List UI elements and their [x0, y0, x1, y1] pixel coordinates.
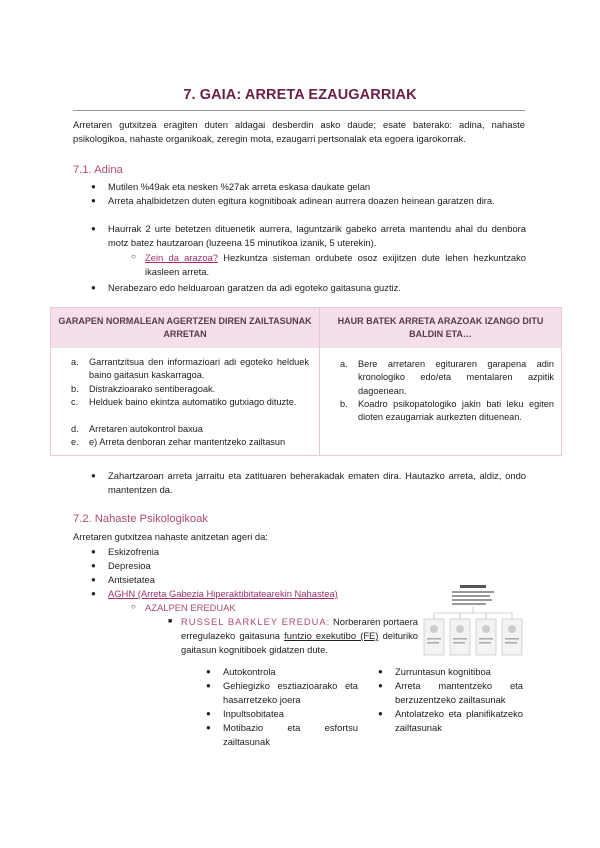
table-list-item: a. Garrantzitsua den informazioari adi egoteko helduek baino gaitasun kaskarragoa.: [71, 357, 309, 381]
list-item: ● Zahartzaroan arreta jarraitu eta zatituaren beherakadak ematen dira. Hautazko arreta, aldiz, ondo mantentzen da.: [91, 470, 526, 495]
table-list-item: b. Distrakzioarako sentiberagoak.: [71, 384, 216, 394]
table-header-right: HAUR BATEK ARRETA ARAZOAK IZANGO DITU BALDIN ETA…: [320, 308, 561, 348]
russel-paragraph: ■ RUSSEL BARKLEY EREDUA: Norberaren portaera erregulazeko gaitasuna funtzio exekutibo (FE) deituriko gaitasun kognitiboek gidatzen dute.: [168, 616, 419, 655]
list-item: ● Arreta ahalbidetzen duten egitura kognitiboak adinean aurrera doazen heinean garatzen dira.: [91, 195, 495, 206]
bullet-icon: ●: [91, 196, 96, 205]
bullet-icon: ●: [378, 681, 383, 690]
circle-bullet-icon: ○: [131, 252, 136, 261]
table-list-item: c. Helduek baino ekintza automatiko gutxiago dituzte.: [71, 397, 297, 407]
bullet-icon: ●: [206, 681, 211, 690]
list-item: ● Haurrak 2 urte betetzen dituenetik aurrera, laguntzarik gabeko arreta mantendu ahal du denbora motz batez hautzaroan (luzeena 15 minutikoa izanik, 5 uterekin).: [91, 223, 526, 248]
page-title: 7. GAIA: ARRETA EZAUGARRIAK: [183, 87, 417, 103]
barkley-model-diagram: [422, 581, 524, 661]
sub-list-item: ○ AZALPEN EREDUAK: [131, 602, 236, 613]
zein-da-arazoa-link[interactable]: Zein da arazoa?: [145, 252, 218, 263]
bullet-icon: ●: [91, 561, 96, 570]
section2-intro: Arretaren gutxitzea nahaste anitzetan ageri da:: [73, 531, 268, 542]
bullet-icon: ●: [91, 182, 96, 191]
bullet-icon: ●: [91, 589, 96, 598]
sub-list-item: ○ Zein da arazoa? Hezkuntza sisteman ordubete osoz exijitzen dute lehen hezkuntzako ikasleen arreta.: [131, 252, 527, 277]
list-item: ● Arreta mantentzeko eta berzuzentzeko zailtasunak: [378, 680, 523, 705]
bullet-icon: ●: [378, 709, 383, 718]
list-item: [91, 587, 408, 601]
list-item: ● Zurruntasun kognitiboa: [378, 666, 491, 677]
table-header-left: GARAPEN NORMALEAN AGERTZEN DIREN ZAILTASUNAK ARRETAN: [51, 308, 320, 348]
table-list-item: a. Bere arretaren egituraren garapena adin kronologiko edo/eta mentalaren azpitik dagoenean.: [340, 359, 554, 396]
list-item: ● Eskizofrenia: [91, 546, 160, 557]
square-bullet-icon: ■: [168, 618, 173, 625]
comparison-table: [50, 307, 562, 456]
bullet-icon: ●: [91, 283, 96, 292]
aghn-link[interactable]: AGHN (Arreta Gabezia Hiperaktibitatearekin Nahastea): [108, 588, 338, 599]
bullet-icon: ●: [378, 667, 383, 676]
list-item: ● Inpultsobitatea: [206, 708, 284, 719]
table-list-item: e. e) Arreta denboran zehar mantentzeko zailtasun: [71, 437, 286, 447]
list-item: ● Nerabezaro edo helduaroan garatzen da adi egoteko gaitasuna guztiz.: [91, 282, 401, 293]
bullet-icon: ●: [206, 723, 211, 732]
list-item: ● Motibazio eta esfortsu zailtasunak: [206, 722, 358, 747]
intro-paragraph: Arretaren gutxitzea eragiten duten aldagai desberdin asko daude; esate baterako: adina, nahaste psikologikoa, nahaste organikoak, zeregin mota, ezaugarri pertsonalak eta egoera igarokorrak.: [73, 119, 525, 144]
list-item: ● Gehiegizko esztiazioarako eta hasarretzeko joera: [206, 680, 358, 705]
list-item: ● Mutilen %49ak eta nesken %27ak arreta eskasa daukate gelan: [91, 181, 371, 192]
list-item: ● Autokontrola: [206, 666, 276, 677]
section-heading-nahaste: 7.2. Nahaste Psikologikoak: [73, 513, 208, 525]
table-list-item: b. Koadro psikopatologiko jakin bati leku egiten dioten ezaugarriak aurkezten dituenean.: [340, 399, 554, 423]
table-list-item: d. Arretaren autokontrol baxua: [71, 424, 203, 434]
title-divider: [73, 110, 525, 111]
bullet-icon: ●: [91, 471, 96, 480]
bullet-icon: ●: [91, 575, 96, 584]
bullet-icon: ●: [206, 709, 211, 718]
list-item: ● Depresioa: [91, 560, 151, 571]
circle-bullet-icon: ○: [131, 602, 136, 611]
bullet-icon: ●: [91, 224, 96, 233]
list-item: ● Antolatzeko eta planifikatzeko zailtasunak: [378, 708, 523, 733]
section-heading-adina: 7.1. Adina: [73, 164, 123, 176]
list-item: ● Antsietatea: [91, 574, 155, 585]
bullet-icon: ●: [206, 667, 211, 676]
column-divider: [319, 348, 320, 455]
bullet-icon: ●: [91, 547, 96, 556]
